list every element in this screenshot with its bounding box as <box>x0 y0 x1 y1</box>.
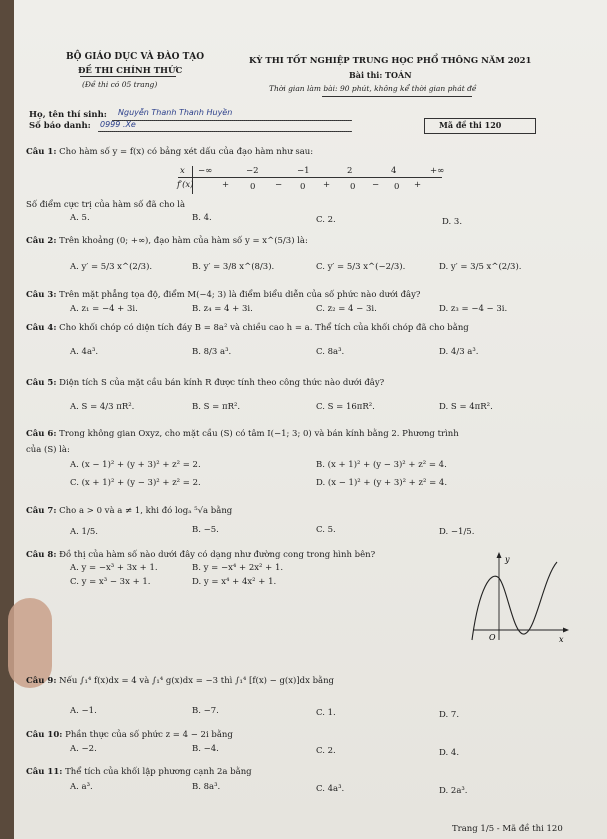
graph-origin: O <box>489 633 496 642</box>
q8-stem <box>26 550 375 560</box>
q2-opt-a: A. y′ = 5/3 x^(2/3). <box>70 262 153 272</box>
q6-stem <box>26 429 459 439</box>
tf-4: 0 <box>300 182 306 192</box>
tf-0: f′(x) <box>177 180 194 190</box>
graph-curve <box>472 562 557 640</box>
name-value: Nguyễn Thanh Thanh Huyền <box>118 108 233 117</box>
graph-x-arrow <box>563 628 569 633</box>
exam-paper <box>14 0 607 839</box>
q3-text: Trên mặt phẳng tọa độ, điểm M(−4; 3) là điểm biểu diễn của số phức nào dưới đây? <box>59 290 421 300</box>
q3-opt-a: A. z₁ = −4 + 3i. <box>70 304 138 314</box>
q11-text: Thể tích của khối lập phương cạnh 2a bằng <box>65 767 252 777</box>
id-value: 0999 .Xe <box>100 120 136 129</box>
q4-opt-c: C. 8a³. <box>316 347 345 357</box>
q1-opt-d: D. 3. <box>442 217 463 227</box>
finger <box>8 598 52 688</box>
q10-text: Phần thực của số phức z = 4 − 2i bằng <box>65 730 233 740</box>
q6-text: Trong không gian Oxyz, cho mặt cầu (S) có tâm I(−1; 3; 0) và bán kính bằng 2. Phương trình <box>59 429 459 439</box>
q2-opt-c: C. y′ = 5/3 x^(−2/3). <box>316 262 406 272</box>
q11-opt-d: D. 2a³. <box>439 786 468 796</box>
q5-opt-a: A. S = 4/3 πR². <box>70 402 135 412</box>
q2-opt-b: B. y′ = 3/8 x^(8/3). <box>192 262 275 272</box>
tf-7: − <box>372 180 380 190</box>
q10-opt-d: D. 4. <box>439 748 460 758</box>
q7-stem <box>26 506 232 516</box>
tx-0: x <box>180 166 185 176</box>
q7-opt-a: A. 1/5. <box>70 527 98 537</box>
id-dots <box>98 131 352 132</box>
graph-x-label: x <box>559 635 564 644</box>
q5-opt-c: C. S = 16πR². <box>316 402 375 412</box>
q8-opt-c: C. y = x³ − 3x + 1. <box>70 577 151 587</box>
q2-label: Câu 2: <box>26 236 57 246</box>
q7-text: Cho a > 0 và a ≠ 1, khi đó logₐ ⁵√a bằng <box>59 506 233 516</box>
q3-opt-c: C. z₂ = 4 − 3i. <box>316 304 377 314</box>
q2-stem <box>26 236 308 246</box>
q1-text: Cho hàm số y = f(x) có bảng xét dấu của đạo hàm như sau: <box>59 147 314 157</box>
q6-label: Câu 6: <box>26 429 57 439</box>
q6-opt-a: A. (x − 1)² + (y + 3)² + z² = 2. <box>70 460 201 470</box>
q3-label: Câu 3: <box>26 290 57 300</box>
q2-opt-d: D. y′ = 3/5 x^(2/3). <box>439 262 522 272</box>
q2-text: Trên khoảng (0; +∞), đạo hàm của hàm số y = x^(5/3) là: <box>59 236 308 246</box>
tf-6: 0 <box>350 182 356 192</box>
tx-1: −∞ <box>198 166 213 176</box>
q11-opt-a: A. a³. <box>70 782 93 792</box>
tx-2: −2 <box>246 166 259 176</box>
q8-text: Đồ thị của hàm số nào dưới đây có dạng như đường cong trong hình bên? <box>59 550 376 560</box>
q5-opt-b: B. S = πR². <box>192 402 241 412</box>
q8-opt-a: A. y = −x³ + 3x + 1. <box>70 563 158 573</box>
time-note: Thời gian làm bài: 90 phút, không kể thời gian phát đề <box>269 84 477 93</box>
q1-question: Số điểm cực trị của hàm số đã cho là <box>26 200 186 210</box>
tx-5: 4 <box>391 166 397 176</box>
q11-stem <box>26 767 252 777</box>
time-underline <box>322 96 472 97</box>
pages-note: (Đề thi có 05 trang) <box>82 80 158 89</box>
tf-8: 0 <box>394 182 400 192</box>
exam-title: KỲ THI TỐT NGHIỆP TRUNG HỌC PHỔ THÔNG NĂM 2021 <box>249 56 532 66</box>
q6-opt-d: D. (x − 1)² + (y + 3)² + z² = 4. <box>316 478 448 488</box>
official-label: ĐỀ THI CHÍNH THỨC <box>78 66 183 76</box>
tf-3: − <box>275 180 283 190</box>
q10-opt-a: A. −2. <box>70 744 97 754</box>
id-label: Số báo danh: <box>29 121 91 131</box>
q1-label: Câu 1: <box>26 147 57 157</box>
tx-4: 2 <box>347 166 353 176</box>
tf-5: + <box>323 180 331 190</box>
q9-text: Nếu ∫₁⁴ f(x)dx = 4 và ∫₁⁴ g(x)dx = −3 thì ∫₁⁴ [f(x) − g(x)]dx bằng <box>59 676 334 686</box>
q9-opt-d: D. 7. <box>439 710 460 720</box>
tf-9: + <box>414 180 422 190</box>
q3-opt-d: D. z₃ = −4 − 3i. <box>439 304 508 314</box>
table-hline <box>178 177 442 178</box>
q7-opt-d: D. −1/5. <box>439 527 475 537</box>
q10-opt-b: B. −4. <box>192 744 219 754</box>
graph-y-arrow <box>497 552 502 558</box>
q4-opt-a: A. 4a³. <box>70 347 99 357</box>
q1-opt-a: A. 5. <box>70 213 90 223</box>
q5-stem <box>26 378 384 388</box>
q9-opt-a: A. −1. <box>70 706 97 716</box>
q3-opt-b: B. z₄ = 4 + 3i. <box>192 304 253 314</box>
q4-stem <box>26 323 469 333</box>
q8-graph <box>469 548 579 648</box>
q9-stem <box>26 676 334 686</box>
q9-opt-b: B. −7. <box>192 706 219 716</box>
q4-text: Cho khối chóp có diện tích đáy B = 8a² và chiều cao h = a. Thể tích của khối chóp đã cho bằng <box>59 323 469 333</box>
tx-6: +∞ <box>430 166 445 176</box>
q10-stem <box>26 730 233 740</box>
q11-opt-c: C. 4a³. <box>316 784 345 794</box>
name-label: Họ, tên thí sinh: <box>29 110 107 120</box>
q1-opt-b: B. 4. <box>192 213 212 223</box>
q1-opt-c: C. 2. <box>316 215 336 225</box>
q5-text: Diện tích S của mặt cầu bán kính R được tính theo công thức nào dưới đây? <box>59 378 385 388</box>
q4-opt-b: B. 8/3 a³. <box>192 347 232 357</box>
official-underline <box>80 76 176 77</box>
tf-2: 0 <box>250 182 256 192</box>
q6-opt-c: C. (x + 1)² + (y − 3)² + z² = 2. <box>70 478 201 488</box>
q4-label: Câu 4: <box>26 323 57 333</box>
tf-1: + <box>222 180 230 190</box>
q3-stem <box>26 290 421 300</box>
q7-opt-b: B. −5. <box>192 525 219 535</box>
ministry: BỘ GIÁO DỤC VÀ ĐÀO TẠO <box>66 52 205 62</box>
exam-code: Mã đề thi 120 <box>439 120 502 130</box>
q11-label: Câu 11: <box>26 767 63 777</box>
q9-opt-c: C. 1. <box>316 708 336 718</box>
q6-opt-b: B. (x + 1)² + (y − 3)² + z² = 4. <box>316 460 447 470</box>
q8-opt-b: B. y = −x⁴ + 2x² + 1. <box>192 563 284 573</box>
q7-opt-c: C. 5. <box>316 525 336 535</box>
q1-stem <box>26 147 313 157</box>
q4-opt-d: D. 4/3 a³. <box>439 347 479 357</box>
q6-stem-2: của (S) là: <box>26 445 70 455</box>
q10-opt-c: C. 2. <box>316 746 336 756</box>
subject: Bài thi: TOÁN <box>349 70 412 80</box>
page-footer: Trang 1/5 - Mã đề thi 120 <box>452 824 563 834</box>
q8-label: Câu 8: <box>26 550 57 560</box>
q5-label: Câu 5: <box>26 378 57 388</box>
name-dots <box>112 120 352 121</box>
q10-label: Câu 10: <box>26 730 63 740</box>
code-box <box>424 118 536 134</box>
graph-y-label: y <box>505 555 510 564</box>
q7-label: Câu 7: <box>26 506 57 516</box>
q11-opt-b: B. 8a³. <box>192 782 221 792</box>
q9-label: Câu 9: <box>26 676 57 686</box>
q8-opt-d: D. y = x⁴ + 4x² + 1. <box>192 577 277 587</box>
q5-opt-d: D. S = 4πR². <box>439 402 493 412</box>
tx-3: −1 <box>297 166 310 176</box>
